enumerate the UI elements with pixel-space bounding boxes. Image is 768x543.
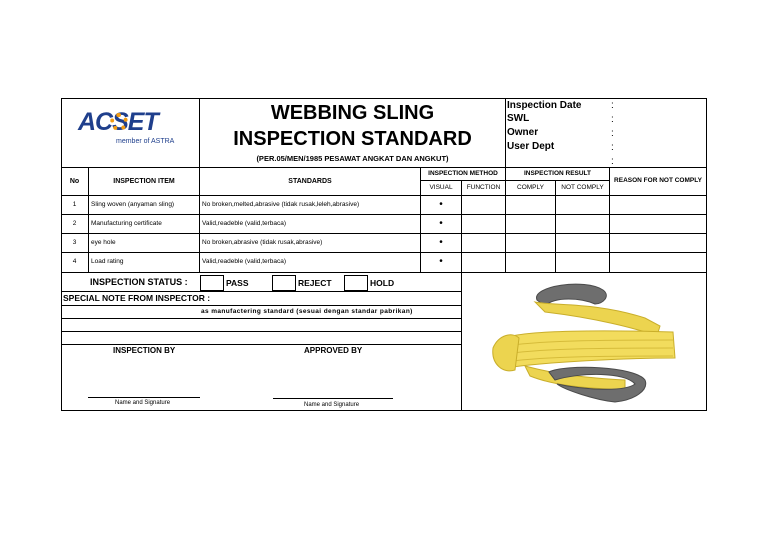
signature-line-approver[interactable] xyxy=(273,398,393,399)
th-not-comply: NOT COMPLY xyxy=(561,184,604,191)
notes-line-3 xyxy=(61,331,461,332)
row-no: 4 xyxy=(72,258,77,265)
row-item: Load rating xyxy=(91,258,124,265)
th-inspection-item: INSPECTION ITEM xyxy=(113,178,175,185)
notes-top-line xyxy=(61,291,461,292)
col-line-comply-end xyxy=(555,180,556,273)
header-bottom-line xyxy=(61,167,707,168)
field-label-owner: Owner xyxy=(507,127,539,138)
th-function: FUNCTION xyxy=(466,184,501,191)
row-line-1 xyxy=(61,214,707,215)
col-line-comply-start xyxy=(505,167,506,273)
row-visual-bullet[interactable]: • xyxy=(439,199,443,210)
row-line-4 xyxy=(61,272,707,273)
logo-wordmark: ACSET xyxy=(78,108,158,136)
special-note-text[interactable]: as manufactering standard (sesuai dengan standar pabrikan) xyxy=(201,308,413,315)
field-label-inspection-date: Inspection Date xyxy=(507,100,582,111)
title-line-2: INSPECTION STANDARD xyxy=(233,128,472,150)
th-comply: COMPLY xyxy=(517,184,544,191)
name-signature-caption-2: Name and Signature xyxy=(304,402,360,408)
hold-checkbox[interactable] xyxy=(344,275,368,291)
row-visual-bullet[interactable]: • xyxy=(439,218,443,229)
form-border-left xyxy=(61,98,62,411)
field-label-swl: SWL xyxy=(507,113,530,124)
signature-line-inspector[interactable] xyxy=(88,397,200,398)
form-border-right xyxy=(706,98,707,411)
logo-tagline: member of ASTRA xyxy=(116,138,175,145)
row-no: 1 xyxy=(72,201,77,208)
form-border-top xyxy=(61,98,707,99)
field-value-user-dept[interactable]: : xyxy=(611,142,614,153)
hold-label: HOLD xyxy=(370,278,395,288)
th-inspection-method: INSPECTION METHOD xyxy=(428,170,498,177)
logo-gear-icon xyxy=(110,113,128,131)
pass-label: PASS xyxy=(226,278,249,288)
row-item: eye hole xyxy=(91,239,116,246)
field-value-inspection-date[interactable]: : xyxy=(611,100,614,111)
company-logo xyxy=(78,110,188,150)
row-line-3 xyxy=(61,252,707,253)
th-reason: REASON FOR NOT COMPLY xyxy=(614,177,702,184)
field-value-owner[interactable]: : xyxy=(611,128,614,139)
row-item: Manufacturing certificate xyxy=(91,220,162,227)
pass-checkbox[interactable] xyxy=(200,275,224,291)
name-signature-caption-1: Name and Signature xyxy=(115,400,171,406)
notes-line-1 xyxy=(61,305,461,306)
th-no: No xyxy=(69,178,80,185)
row-no: 2 xyxy=(72,220,77,227)
row-no: 3 xyxy=(72,239,77,246)
th-standards: STANDARDS xyxy=(288,178,332,185)
notes-line-2 xyxy=(61,318,461,319)
subtitle: (PER.05/MEN/1985 PESAWAT ANGKAT DAN ANGKUT) xyxy=(256,154,449,163)
header-divider-1 xyxy=(199,98,200,273)
row-standard: No broken,melted,abrasive (tidak rusak,leleh,abrasive) xyxy=(202,201,360,208)
th-inspection-result: INSPECTION RESULT xyxy=(523,170,592,177)
reject-label: REJECT xyxy=(298,278,332,288)
th-visual: VISUAL xyxy=(429,184,453,191)
special-note-label: SPECIAL NOTE FROM INSPECTOR : xyxy=(63,293,211,303)
row-standard: Valid,readeble (valid,terbaca) xyxy=(202,220,287,227)
notes-line-4 xyxy=(61,344,461,345)
row-visual-bullet[interactable]: • xyxy=(439,237,443,248)
field-value-swl[interactable]: : xyxy=(611,114,614,125)
row-line-0 xyxy=(61,195,707,196)
row-visual-bullet[interactable]: • xyxy=(439,256,443,267)
approved-by-label: APPROVED BY xyxy=(304,346,363,355)
webbing-sling-image xyxy=(485,278,685,408)
inspection-status-label: INSPECTION STATUS : xyxy=(90,277,188,287)
row-standard: Valid,readeble (valid,terbaca) xyxy=(202,258,287,265)
title-line-1: WEBBING SLING xyxy=(270,102,435,124)
inspection-by-label: INSPECTION BY xyxy=(113,346,176,355)
field-value-extra[interactable]: : xyxy=(611,156,614,167)
sub-header-line xyxy=(420,180,610,181)
row-item: Sling woven (anyaman sling) xyxy=(91,201,175,208)
row-standard: No broken,abrasive (tidak rusak,abrasive) xyxy=(202,239,323,246)
form-border-bottom xyxy=(61,410,707,411)
row-line-2 xyxy=(61,233,707,234)
reject-checkbox[interactable] xyxy=(272,275,296,291)
field-label-user-dept: User Dept xyxy=(507,141,555,152)
